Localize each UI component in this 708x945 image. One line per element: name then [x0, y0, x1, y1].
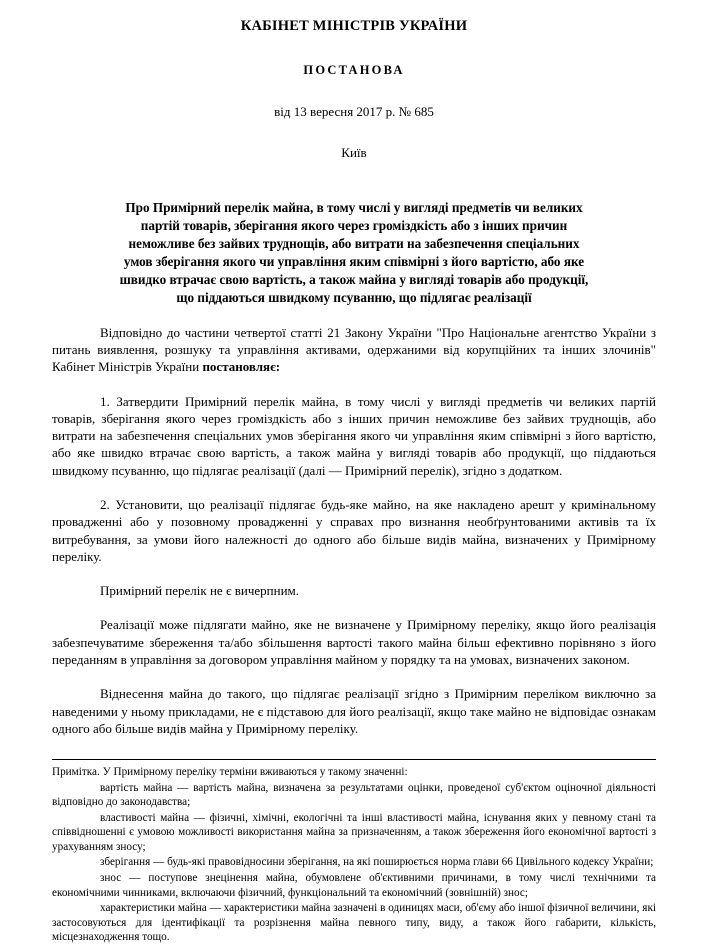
paragraph-preamble: Відповідно до частини четвертої статті 21 Закону України "Про Національне агентство України з питань виявлення, розшуку та управління активами, одержаними від корупційних та інших злочинів" Кабінет Міністрів України постановляє: — [52, 324, 656, 375]
footnote-term-kharakterystyky: характеристики майна — характеристики майна зазначені в одиницях маси, об'єму або іншої фізичної величини, які застосовуються для ідентифікації та розрізнення майна певного типу, виду, а також його габарити, кількість, місцезнаходження тощо. — [52, 902, 656, 944]
footnote-term-vartist: вартість майна — вартість майна, визначена за результатами оцінки, проведеної суб'єктом оціночної діяльності відповідно до законодавства; — [52, 781, 656, 809]
footnote-term-vlastyvosti: властивості майна — фізичні, хімічні, екологічні та інші властивості майна, існування яких у певному стані та співвідношенні є умовою можливості використання майна за призначенням, а також збереження його економічної вартості з урахуванням зносу; — [52, 811, 656, 853]
document-subject: Про Примірний перелік майна, в тому числі у вигляді предметів чи великих партій товарів, зберігання якого через громіздкість або з інших причин неможливе без зайвих труднощів, або витрати на забезпечення спеціальних умов зберігання якого чи управління яким співмірні з його вартістю, або яке швидко втрачає свою вартість, а також майна у вигляді товарів або продукції, що піддаються швидкому псуванню, що підлягає реалізації — [119, 200, 589, 305]
paragraph-note-nonexhaustive: Примірний перелік не є вичерпним. — [100, 583, 300, 599]
footnote-term-znos: знос — поступове знецінення майна, обумовлене об'єктивними причинами, в тому числі технічними та економічними чинниками, включаючи фізичний, функціональний та економічний (зовнішній) знос; — [52, 872, 656, 899]
paragraph-attribution: Віднесення майна до такого, що підлягає реалізації згідно з Примірним переліком виключно за наведеними у ньому прикладами, не є підставою для його реалізації, якщо таке майно не відповідає ознакам одного або більше видів майна у Примірному переліку. — [52, 686, 656, 736]
footnote-term-zberihannia: зберігання — будь-які правовідносини зберігання, на які поширюється норма глави 66 Цивільного кодексу України; — [100, 856, 654, 869]
document-date-number: від 13 вересня 2017 р. № 685 — [274, 104, 434, 119]
footnote-lead — [52, 765, 656, 780]
document-city: Київ — [341, 145, 367, 160]
paragraph-item-1: 1. Затвердити Примірний перелік майна, в тому числі у вигляді предметів чи великих партій товарів, зберігання якого через громіздкість або з інших причин неможливе без зайвих труднощів, або витрати на забезпечення спеціальних умов зберігання якого чи управління яким співмірні з його вартістю, або яке швидко втрачає свою вартість, а також майна у вигляді товарів або продукції, що піддаються швидкому псуванню, що підлягає реалізації (далі — Примірний перелік), згідно з додатком. — [52, 393, 656, 478]
document-type: ПОСТАНОВА — [303, 63, 405, 77]
paragraph-item-2: 2. Установити, що реалізації підлягає будь-яке майно, на яке накладено арешт у кримінальному провадженні або у позовному провадженні у справах про визнання необґрунтованими активів та їх витребування, за умови його належності до одного або більше видів майна, визначених у Примірному переліку. — [52, 496, 656, 564]
footnote-divider — [52, 759, 656, 760]
paragraph-realization-conditions: Реалізації може підлягати майно, яке не визначене у Примірному переліку, якщо його реалізація забезпечуватиме збереження та/або збільшення вартості такого майна більш ефективно порівняно з його переданням в управління за договором управління майном у порядку та на умовах, визначених законом. — [52, 617, 656, 667]
footnote-block — [52, 765, 656, 945]
footnote-lead-text: У Примірному переліку терміни вживаються у такому значенні: — [102, 766, 408, 779]
footnote-label: Примітка. — [52, 766, 100, 779]
page-title: КАБІНЕТ МІНІСТРІВ УКРАЇНИ — [240, 18, 468, 34]
